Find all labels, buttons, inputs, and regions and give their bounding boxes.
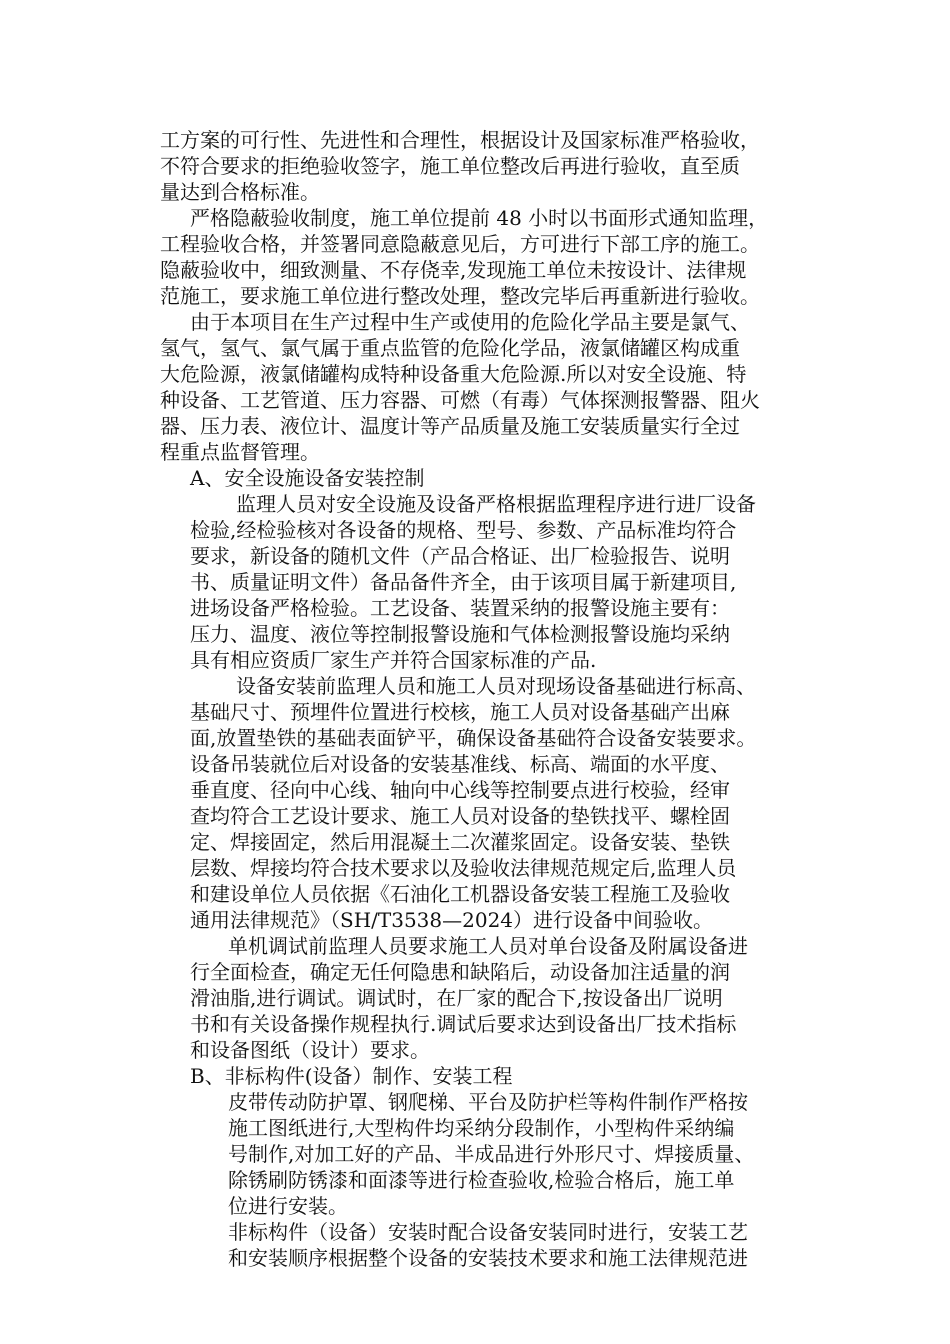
text-line: 面,放置垫铁的基础表面铲平，确保设备基础符合设备安装要求。 [190,726,757,750]
text-line: 和设备图纸（设计）要求。 [190,1038,430,1062]
text-line: 工方案的可行性、先进性和合理性，根据设计及国家标准严格验收， [160,128,760,152]
text-line: 设备吊装就位后对设备的安装基准线、标高、端面的水平度、 [190,752,730,776]
text-line: 非标构件（设备）安装时配合设备安装同时进行，安装工艺 [228,1220,748,1244]
text-line: 皮带传动防护罩、钢爬梯、平台及防护栏等构件制作严格按 [228,1090,748,1114]
text-line: 压力、温度、液位等控制报警设施和气体检测报警设施均采纳 [190,622,730,646]
text-line: 隐蔽验收中，细致测量、不存侥幸,发现施工单位未按设计、法律规 [160,258,747,282]
text-line: 具有相应资质厂家生产并符合国家标准的产品. [190,648,597,672]
text-line: 要求，新设备的随机文件（产品合格证、出厂检验报告、说明 [190,544,730,568]
text-line: 层数、焊接均符合技术要求以及验收法律规范规定后,监理人员 [190,856,737,880]
text-line: 工程验收合格，并签署同意隐蔽意见后，方可进行下部工序的施工。 [160,232,760,256]
text-line: 种设备、工艺管道、压力容器、可燃（有毒）气体探测报警器、阻火 [160,388,760,412]
text-line: 施工图纸进行,大型构件均采纳分段制作，小型构件采纳编 [228,1116,735,1140]
section-heading-a: A、安全设施设备安装控制 [190,466,425,490]
text-line: 位进行安装。 [228,1194,348,1218]
text-line: 由于本项目在生产过程中生产或使用的危险化学品主要是氯气、 [190,310,750,334]
text-line: 不符合要求的拒绝验收签字，施工单位整改后再进行验收，直至质 [160,154,740,178]
text-line: 设备安装前监理人员和施工人员对现场设备基础进行标高、 [236,674,756,698]
text-line: 滑油脂,进行调试。调试时，在厂家的配合下,按设备出厂说明 [190,986,723,1010]
text-line: 垂直度、径向中心线、轴向中心线等控制要点进行校验，经审 [190,778,730,802]
section-heading-b: B、非标构件(设备）制作、安装工程 [190,1064,513,1088]
text-line: 检验,经检验核对各设备的规格、型号、参数、产品标准均符合 [190,518,737,542]
text-line: 程重点监督管理。 [160,440,320,464]
text-line: 和建设单位人员依据《石油化工机器设备安装工程施工及验收 [190,882,730,906]
text-line: 书、质量证明文件）备品备件齐全，由于该项目属于新建项目, [190,570,737,594]
text-line: 和安装顺序根据整个设备的安装技术要求和施工法律规范进 [228,1246,748,1270]
text-line: 量达到合格标准。 [160,180,320,204]
text-line: 器、压力表、液位计、温度计等产品质量及施工安装质量实行全过 [160,414,740,438]
text-line: 通用法律规范》（SH/T3538—2024）进行设备中间验收。 [190,908,714,932]
text-line: 范施工，要求施工单位进行整改处理，整改完毕后再重新进行验收。 [160,284,760,308]
text-line: 氢气，氢气、氯气属于重点监管的危险化学品，液氯储罐区构成重 [160,336,740,360]
text-line: 除锈刷防锈漆和面漆等进行检查验收,检验合格后，施工单 [228,1168,735,1192]
text-line: 大危险源，液氯储罐构成特种设备重大危险源.所以对安全设施、特 [160,362,747,386]
text-line: 定、焊接固定，然后用混凝土二次灌浆固定。设备安装、垫铁 [190,830,730,854]
text-line: 监理人员对安全设施及设备严格根据监理程序进行进厂设备 [236,492,756,516]
text-line: 单机调试前监理人员要求施工人员对单台设备及附属设备进 [228,934,748,958]
text-line: 书和有关设备操作规程执行.调试后要求达到设备出厂技术指标 [190,1012,737,1036]
text-line: 进场设备严格检验。工艺设备、装置采纳的报警设施主要有： [190,596,730,620]
text-line: 查均符合工艺设计要求、施工人员对设备的垫铁找平、螺栓固 [190,804,730,828]
text-line: 号制作,对加工好的产品、半成品进行外形尺寸、焊接质量、 [228,1142,755,1166]
text-line: 行全面检查，确定无任何隐患和缺陷后，动设备加注适量的润 [190,960,730,984]
text-line: 严格隐蔽验收制度，施工单位提前 48 小时以书面形式通知监理， [190,206,769,230]
text-line: 基础尺寸、预埋件位置进行校核，施工人员对设备基础产出麻 [190,700,730,724]
